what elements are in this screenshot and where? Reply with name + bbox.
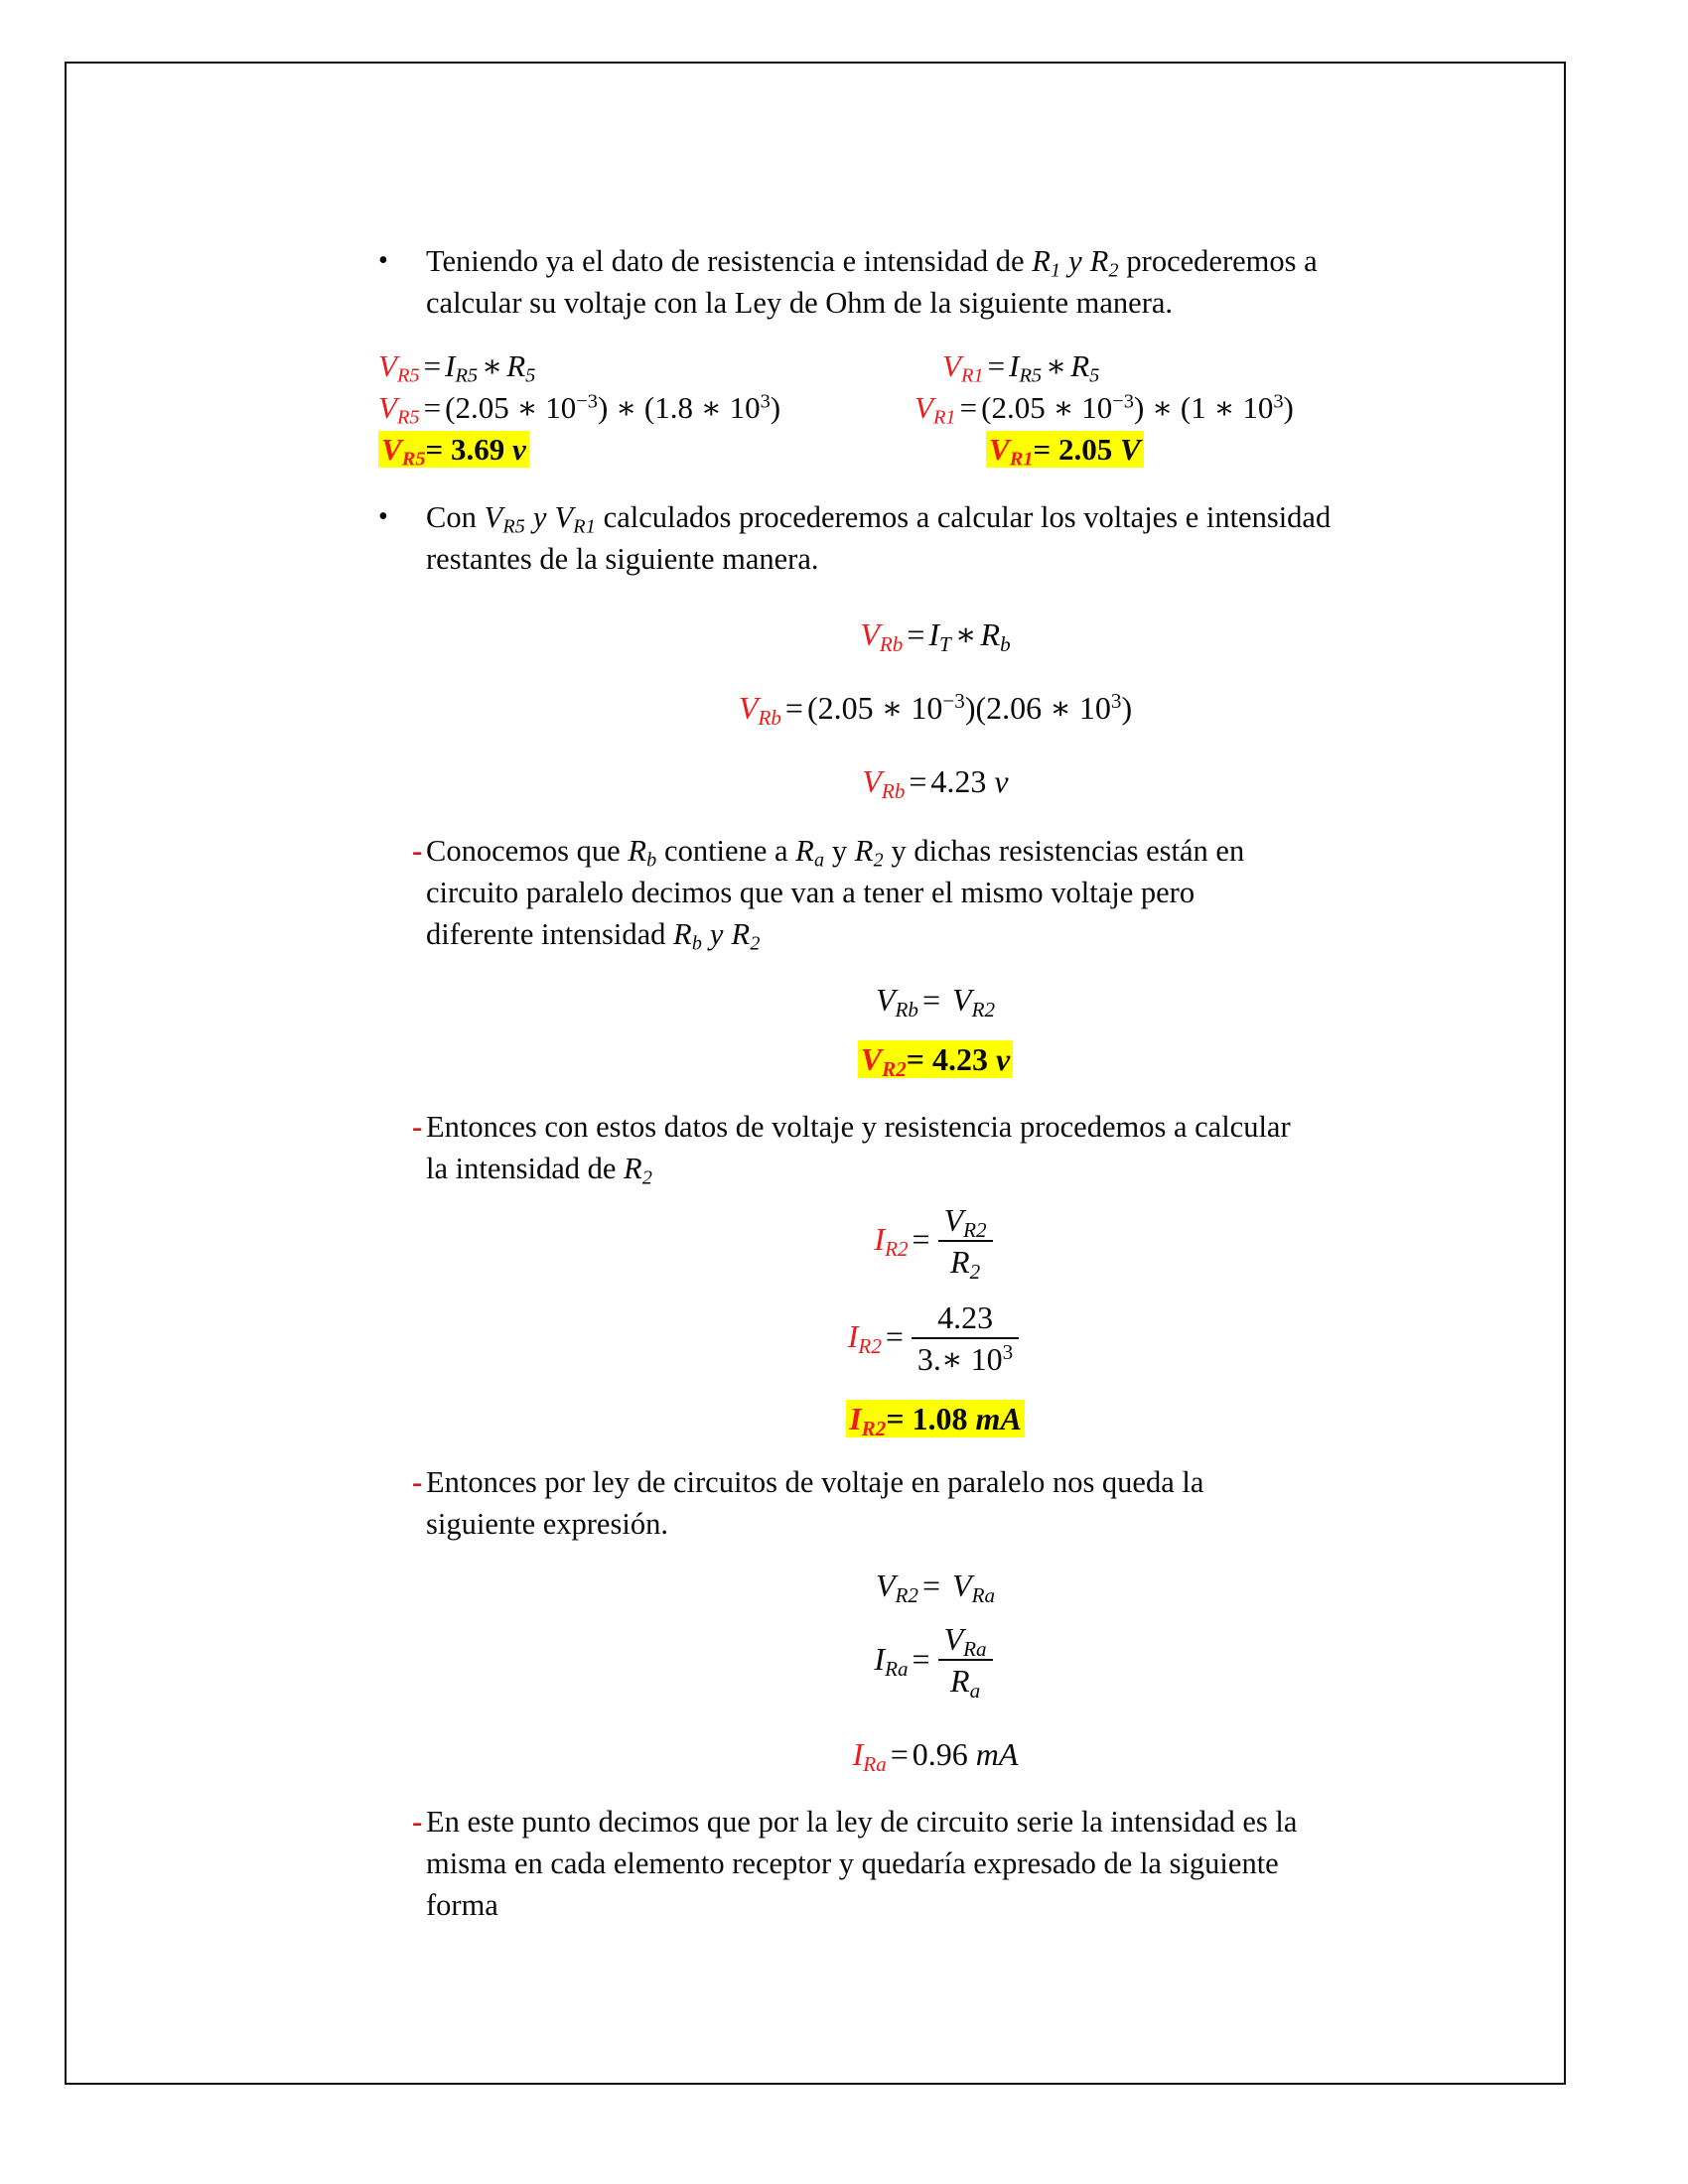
eq-lhs: $I_{Ra}$: [874, 1640, 909, 1681]
eq-expr-mid: ) ∗ (1 ∗ 10: [1134, 390, 1274, 425]
inline-var-r2: $R_2$: [854, 834, 884, 872]
dash-4-line-3: forma: [426, 1888, 498, 1923]
eq-lhs: $V_{R1}$: [914, 390, 956, 429]
eq-vr1-result-highlight: [986, 431, 1144, 471]
eq-result-unit: mA: [975, 1401, 1022, 1437]
eq-exponent-1: −3: [576, 390, 599, 413]
eq-vrb-result: [364, 751, 1506, 812]
eq-lhs: $V_{R2}$: [860, 1041, 907, 1081]
eq-result-unit: V: [1119, 432, 1141, 467]
inline-var-r2: [1089, 244, 1119, 282]
equals-sign: =: [959, 390, 978, 425]
dash-3-text: [426, 1461, 1506, 1545]
eq-ira-result: [364, 1723, 1506, 1785]
eq-lhs: $I_{R2}$: [849, 1401, 887, 1441]
eq-lhs: $V_{R5}$: [378, 348, 420, 387]
inline-var-r2-2: $R_2$: [731, 917, 761, 955]
eq-result-value: 4.23: [930, 763, 995, 799]
fraction-denominator: $R_2$: [938, 1240, 993, 1280]
eq-lhs: $V_{R1}$: [942, 348, 984, 387]
eq-result-value: 0.96: [912, 1736, 976, 1773]
eq-exponent-2: 3: [1110, 689, 1122, 714]
eq-result-unit: v: [994, 763, 1009, 799]
inline-conj-3: y: [702, 917, 732, 951]
eq-rb-resistance: $R_b$: [980, 616, 1011, 656]
bullet-1-line-2: calcular su voltaje con la Ley de Ohm de la siguiente manera.: [426, 286, 1174, 320]
var-sub: 1: [1051, 259, 1061, 282]
eq-rhs: $V_{Ra}$: [952, 1568, 996, 1608]
eq-lhs: $V_{Rb}$: [860, 616, 904, 656]
dash-marker: -: [412, 833, 423, 868]
eq-result-value: = 2.05: [1033, 432, 1120, 467]
equals-sign: =: [423, 390, 442, 425]
eq-lhs: $V_{R2}$: [875, 1568, 918, 1608]
dash-1-text: [426, 830, 1506, 955]
dash-2-text: [426, 1106, 1506, 1189]
eq-vr5-result-highlight: [378, 431, 529, 471]
dash-marker: -: [412, 1804, 423, 1840]
bullet-1-text-b: procederemos a: [1118, 244, 1318, 278]
eq-exponent-2: 3: [1273, 390, 1284, 413]
eq-exponent-2: 3: [760, 390, 771, 413]
eq-ir2-fraction-formula: [364, 1202, 1506, 1284]
equals-sign: =: [907, 616, 925, 652]
bullet-item-1: [364, 240, 1506, 324]
bullet-2-text: [426, 496, 1506, 580]
dash-item-3: [364, 1461, 1506, 1545]
bullet-2-text-b: calculados procederemos a calcular los voltajes e intensidad: [596, 500, 1332, 534]
eq-expr-mid: )(2.06 ∗ 10: [964, 690, 1111, 726]
eq-vr1-substitution: [914, 387, 1471, 429]
document-page: [65, 62, 1566, 2085]
fraction-vr2-over-r2: [938, 1202, 993, 1284]
eq-lhs: $V_{R1}$: [989, 432, 1034, 471]
dash-1-line-2: circuito paralelo decimos que van a tener el mismo voltaje pero: [426, 876, 1196, 909]
dash-1-b: contiene a: [656, 834, 796, 868]
inline-var-rb-2: $R_b$: [673, 917, 703, 955]
eq-result-unit: v: [511, 432, 526, 467]
inline-var-r2-3: $R_2$: [624, 1152, 653, 1189]
dash-2-line-1: Entonces con estos datos de voltaje y resistencia procedemos a calcular: [426, 1110, 1291, 1144]
bullet-item-2: [364, 496, 1506, 580]
ohm-law-left-column: [378, 345, 914, 471]
dash-1-d: y dichas resistencias están en: [883, 834, 1245, 868]
inline-var-vr5: $V_{R5}$: [484, 500, 526, 538]
document-content: [364, 240, 1506, 1932]
dash-item-4: [364, 1801, 1506, 1926]
eq-expr-mid: ) ∗ (1.8 ∗ 10: [598, 390, 761, 425]
eq-rhs: $V_{R2}$: [952, 982, 996, 1022]
dash-3-line-2: siguiente expresión.: [426, 1507, 668, 1542]
equals-sign: =: [921, 982, 941, 1018]
eq-vr2-result-highlight: [858, 1040, 1013, 1081]
equals-sign: =: [909, 763, 927, 799]
dash-1-c: y: [824, 834, 855, 868]
dash-2-line-2-a: la intensidad de: [426, 1152, 625, 1185]
dash-1-a: Conocemos que: [426, 834, 629, 868]
equals-sign: =: [423, 348, 442, 383]
eq-rhs-current: $I_{R5}$: [445, 348, 479, 387]
eq-total-current: $I_T$: [928, 616, 951, 656]
eq-lhs: $V_{Rb}$: [862, 763, 906, 803]
eq-expr-open: (2.05 ∗ 10: [806, 690, 943, 726]
fraction-numerator: $V_{Ra}$: [943, 1621, 987, 1662]
eq-exponent-1: −3: [942, 689, 965, 714]
equals-sign: =: [890, 1736, 909, 1773]
eq-ir2-result-highlight: [846, 1400, 1025, 1441]
eq-vr2-equals-vra: [364, 1559, 1506, 1612]
eq-lhs: $I_{R2}$: [874, 1221, 909, 1262]
fraction-423-over-3e3: [912, 1300, 1019, 1376]
dash-1-line-3-a: diferente intensidad: [426, 917, 673, 951]
fraction-denominator: $R_a$: [938, 1659, 993, 1699]
bullet-2-text-a: Con: [426, 500, 485, 534]
eq-result-unit: v: [996, 1041, 1011, 1077]
eq-vrb-substitution: [364, 677, 1506, 739]
eq-result-value: = 1.08: [886, 1401, 976, 1437]
eq-lhs: $V_{Rb}$: [875, 982, 918, 1022]
fraction-numerator: $V_{R2}$: [943, 1202, 987, 1242]
ohm-law-equation-block: [364, 345, 1506, 471]
dash-3-line-1: Entonces por ley de circuitos de voltaje en paralelo nos queda la: [426, 1465, 1204, 1500]
eq-lhs: $I_{Ra}$: [852, 1736, 887, 1777]
inline-var-ra: $R_a$: [795, 834, 825, 872]
eq-lhs: $I_{R2}$: [847, 1318, 882, 1359]
eq-vr1-definition: [914, 345, 1471, 387]
eq-vr1-result-row: [914, 429, 1471, 471]
eq-vr5-substitution: [378, 387, 914, 429]
eq-vr2-result-row: [364, 1032, 1506, 1086]
inline-conj-1: y: [1060, 244, 1090, 278]
ohm-law-right-column: [914, 345, 1471, 471]
eq-expr-close: ): [770, 390, 781, 425]
eq-rhs-current: $I_{R5}$: [1009, 348, 1043, 387]
eq-lhs: $V_{R5}$: [378, 390, 420, 429]
eq-vrb-equals-vr2: [364, 973, 1506, 1026]
dash-marker: -: [412, 1464, 423, 1500]
bullet-1-text-a: Teniendo ya el dato de resistencia e intensidad de: [426, 244, 1033, 278]
bullet-2-line-2: restantes de la siguiente manera.: [426, 542, 819, 576]
dash-4-line-1: En este punto decimos que por la ley de circuito serie la intensidad es la: [426, 1805, 1298, 1840]
equals-sign: =: [784, 690, 803, 726]
inline-var-rb: $R_b$: [628, 834, 657, 872]
eq-result-value: = 3.69: [425, 432, 512, 467]
eq-rhs-resistance: $R_5$: [1070, 348, 1100, 387]
eq-expr-open: (2.05 ∗ 10: [445, 390, 577, 425]
bullet-marker: •: [378, 245, 388, 276]
dash-item-2: [364, 1106, 1506, 1189]
bullet-1-text: [426, 240, 1506, 324]
equals-sign: =: [912, 1221, 930, 1258]
var-base: R: [1089, 244, 1109, 278]
inline-var-vr1: $V_{R1}$: [554, 500, 597, 538]
fraction-vra-over-ra: [938, 1621, 993, 1703]
eq-lhs: $V_{Rb}$: [738, 690, 781, 730]
dash-4-text: [426, 1801, 1506, 1926]
eq-rhs-resistance: $R_5$: [506, 348, 536, 387]
bullet-marker: •: [378, 501, 388, 532]
eq-expr-open: (2.05 ∗ 10: [981, 390, 1113, 425]
equals-sign: =: [885, 1318, 904, 1355]
eq-exponent-1: −3: [1112, 390, 1135, 413]
dash-marker: -: [412, 1109, 423, 1144]
inline-var-r1: [1032, 244, 1061, 282]
var-base: R: [1032, 244, 1052, 278]
fraction-denominator: 3.∗ $10^3$: [912, 1337, 1019, 1377]
inline-conj-2: y: [525, 500, 555, 534]
eq-expr-close: ): [1283, 390, 1294, 425]
dash-item-1: [364, 830, 1506, 955]
dash-4-line-2: misma en cada elemento receptor y quedaría expresado de la siguiente: [426, 1846, 1279, 1881]
eq-ir2-result-row: [364, 1392, 1506, 1445]
equals-sign: =: [987, 348, 1006, 383]
multiply-sign: ∗: [954, 616, 977, 652]
eq-result-value: = 4.23: [906, 1041, 996, 1077]
equals-sign: =: [912, 1640, 930, 1677]
eq-vr5-result-row: [378, 429, 914, 471]
eq-lhs: $V_{R5}$: [381, 432, 426, 471]
eq-vrb-definition: [364, 604, 1506, 665]
eq-ira-fraction-formula: [364, 1621, 1506, 1703]
multiply-sign: ∗: [1046, 348, 1067, 383]
multiply-sign: ∗: [482, 348, 503, 383]
eq-result-unit: mA: [975, 1736, 1019, 1773]
fraction-numerator: 4.23: [937, 1299, 994, 1336]
var-sub: 2: [1108, 259, 1119, 282]
equals-sign: =: [921, 1568, 941, 1604]
eq-vr5-definition: [378, 345, 914, 387]
eq-expr-close: ): [1121, 690, 1133, 726]
eq-ir2-numeric-fraction: [364, 1299, 1506, 1378]
